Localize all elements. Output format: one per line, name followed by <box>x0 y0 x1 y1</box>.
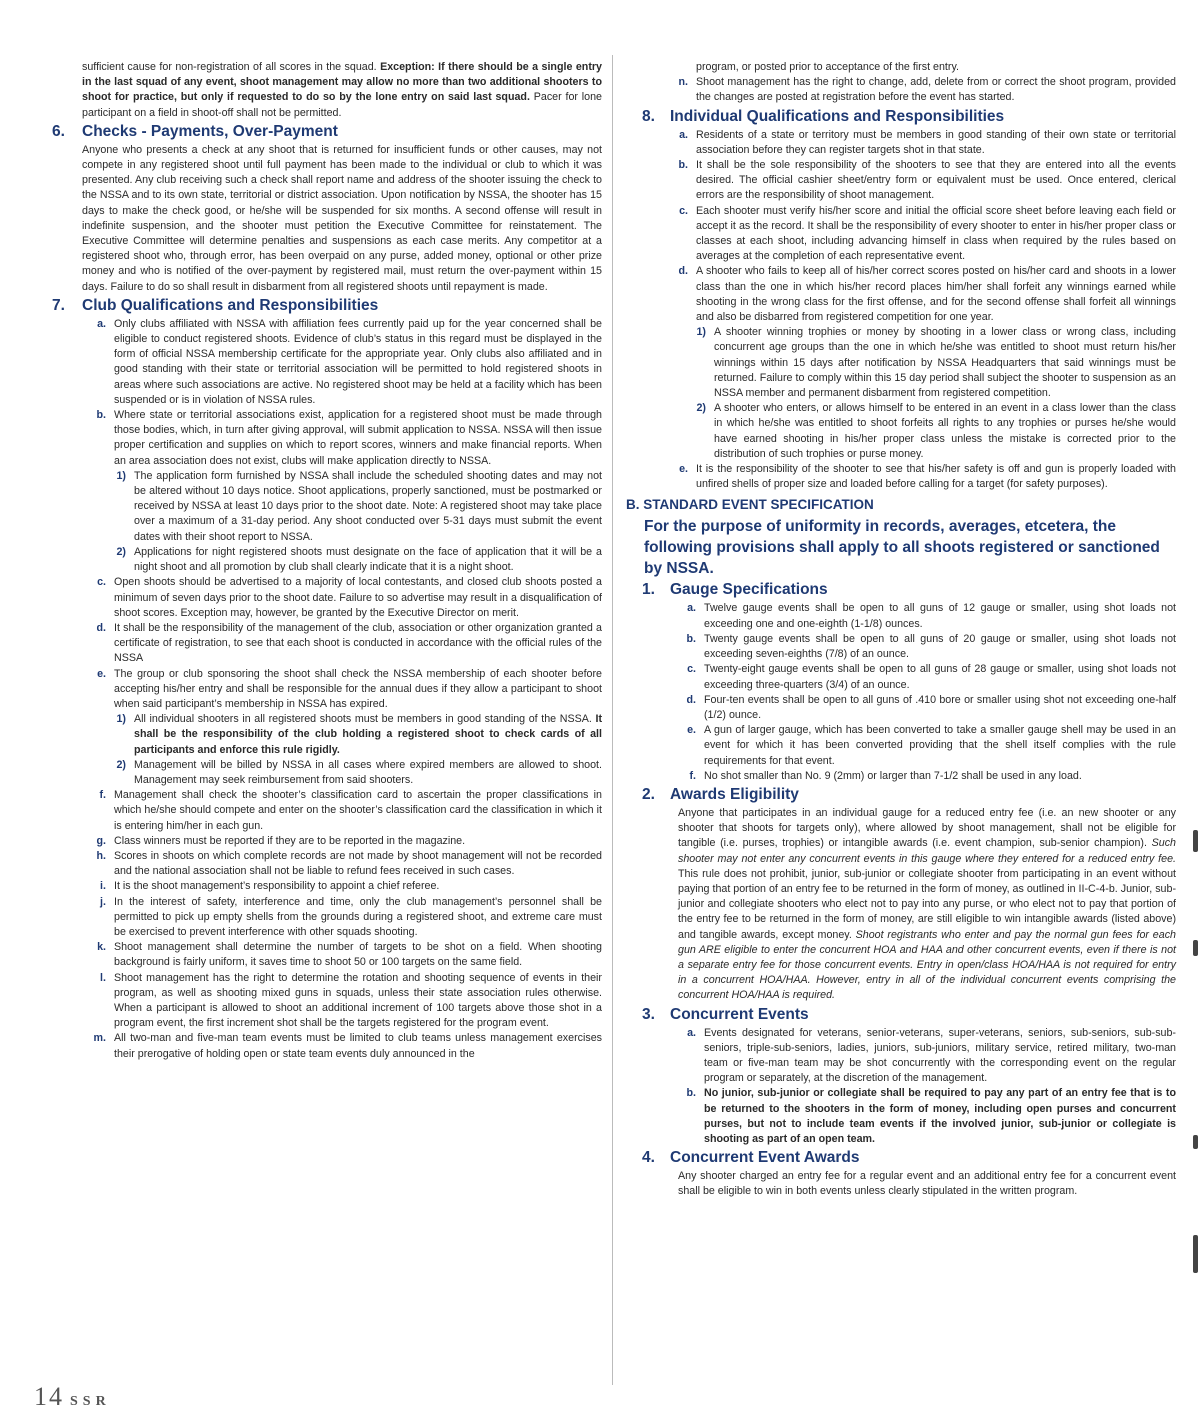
rule-7l <box>40 971 602 1032</box>
section-6-heading <box>40 122 602 141</box>
rule-8d <box>626 264 1176 325</box>
rule-b1f <box>626 769 1176 784</box>
item-text-plain: All individual shooters in all registered shoots must be members in good standing of the NSSA. <box>134 713 592 726</box>
item-text: Class winners must be reported if they are to be reported in the magazine. <box>114 834 466 847</box>
item-text: A shooter winning trophies or money by shooting in a lower class or wrong class, including concurrent age groups than the one in which he/she was entitled to shoot must return his/her winnings within 15 days after notification by NSSA Headquarters that said winnings must be returned. Failure to comply within this 15 day period shall subject the shooter to suspension as an NSSA member and permanent disbarment from registered competition. <box>714 326 1176 400</box>
item-text: Events designated for veterans, senior-veterans, super-veterans, seniors, sub-seniors, sub-sub-seniors, triple-sub-seniors, ladies, juniors, sub-juniors, military service, retired military, two-man team or five-man team may be shot concurrently with the corresponding event on the regular program or separately, at the discretion of the management. <box>704 1026 1176 1085</box>
section-number: 7. <box>52 296 65 314</box>
item-text: Management will be billed by NSSA in all cases where expired members are allowed to shoot. Management may seek reimbursement from said shooters. <box>134 758 602 786</box>
item-text: Open shoots should be advertised to a majority of local contestants, and closed club shoots posted a minimum of seven days prior to the shoot date. Failure to so advertise may result in a disqualification of shoot scores. Exception may, however, be granted by the Executive Director on merit. <box>114 576 602 619</box>
page-footer <box>34 1382 111 1412</box>
scan-edge-mark <box>1193 940 1198 956</box>
item-label: b. <box>686 632 696 645</box>
item-text: Twelve gauge events shall be open to all guns of 12 gauge or smaller, using shot loads not exceeding one and one-eighth (1-1/8) ounces. <box>704 602 1176 630</box>
scan-edge-mark <box>1193 1235 1198 1273</box>
rule-8d2 <box>626 401 1176 462</box>
item-label: b. <box>686 1087 696 1100</box>
rule-b1d <box>626 693 1176 723</box>
item-text: The application form furnished by NSSA shall include the scheduled shooting dates and may not be altered without 10 days notice. Shoot applications, properly sanctioned, must be postmarked or received by NSSA at least 10 days prior to the shoot date. Note: A registered shoot may take place over a maximum of a 31-day period. Any shoot conducted over 5-31 days must submit the event dates with their shoot report to NSSA. <box>134 469 602 543</box>
intro-paragraph <box>40 60 602 121</box>
rule-8a <box>626 128 1176 158</box>
rule-8b <box>626 158 1176 204</box>
section-7-heading <box>40 296 602 315</box>
item-label: c. <box>679 204 688 217</box>
item-text: Twenty gauge events shall be open to all guns of 20 gauge or smaller, using shot loads not exceeding seven-eighths (7/8) of an ounce. <box>704 632 1176 661</box>
rule-7a <box>40 317 602 408</box>
item-label: a. <box>687 602 696 615</box>
item-text: All two-man and five-man team events must be limited to club teams unless management exercises their prerogative of holding open or state team events duly announced in the <box>114 1032 602 1060</box>
awards-eligibility-body <box>626 806 1176 1004</box>
item-label: b. <box>678 159 688 172</box>
rule-7e <box>40 667 602 713</box>
right-column <box>626 60 1176 1200</box>
item-label: j. <box>100 895 106 908</box>
section-title: Club Qualifications and Responsibilities <box>82 296 379 314</box>
rule-7b <box>40 408 602 469</box>
item-label: d. <box>96 621 106 634</box>
item-text: The group or club sponsoring the shoot shall check the NSSA membership of each shooter before accepting his/her entry and shall be responsible for the annual dues if they allow a participant to shoot when said participant’s membership in NSSA has expired. <box>114 667 602 710</box>
section-title: Awards Eligibility <box>670 785 799 803</box>
item-label: 1) <box>116 713 126 726</box>
item-label: b. <box>96 409 106 422</box>
item-text-bold: It shall be the responsibility of the club holding a registered shoot to check cards of all participants and enforce this rule rigidly. <box>134 713 602 756</box>
item-label: m. <box>93 1032 106 1045</box>
scan-edge-mark <box>1193 830 1198 852</box>
item-text: Residents of a state or territory must be members in good standing of their own state or territorial association before they can register targets shot in that state. <box>696 128 1176 156</box>
rule-7d <box>40 621 602 667</box>
item-label: 1) <box>696 326 706 339</box>
item-text: Scores in shoots on which complete records are not made by shoot management will not be recorded and the national association shall not be liable to refund fees received in such cases. <box>114 849 602 878</box>
item-text: A shooter who fails to keep all of his/her correct scores posted on his/her card and shoots in a lower class than the one in which his/her record places him/her shall forfeit any winnings earned while shooting in the wrong class for the first offense, and for the second offense shall forfeit all winnings and also be disbarred from registered competition for one year. <box>696 265 1176 324</box>
item-label: n. <box>678 76 688 89</box>
item-text: Shoot management shall determine the number of targets to be shot on a field. When shooting background is fairly uniform, it saves time to shoot 50 or 100 targets on the same field. <box>114 941 602 969</box>
section-number: 1. <box>642 581 655 599</box>
body-text-italic: Shoot registrants who enter and pay the normal gun fees for each gun ARE eligible to enter the concurrent HOA and HAA and other concurrent events, even if there is not a separate entry fee for those concurrent events. Entry in open/class HOA/HAA is not required for entry in a concurrent HOA/HAA. However, entry in all of the individual concurrent events comprising the concurrent HOA/HAA is required. <box>678 928 1176 1002</box>
section-number: 6. <box>52 122 65 140</box>
concurrent-event-awards-heading <box>626 1148 1176 1167</box>
rule-b1b <box>626 632 1176 662</box>
rule-7i <box>40 879 602 894</box>
item-text: A gun of larger gauge, which has been converted to take a smaller gauge shell may be used in an event for which it has been converted providing that the shell itself complies with the rule requirements for that event. <box>704 724 1176 767</box>
section-6-body: Anyone who presents a check at any shoot that is returned for insufficient funds or other causes, may not compete in any registered shoot until full payment has been made to the individual or club to which it was presented. Any club receiving such a check shall report name and address of the shooter issuing the check to the NSSA and to its own state, territorial or district association. Upon notification by NSSA, the shooter has 15 days to make the check good, or he/she will be suspended for six months. A second offense will result in indefinite suspension, and the shooter must petition the Executive Committee for reinstatement. The Executive Committee will determine penalties and suspensions as each case merits. Any competitor at a registered shoot who, through error, has been overpaid on any purse, added money, optional or other prize money and who is notified of the over-payment by registered mail, must return the over-payment within 15 days. Failure to do so shall result in disbarment from all registered shoots until repayment is made. <box>82 143 602 293</box>
item-label: 2) <box>116 758 126 771</box>
item-label: e. <box>97 667 106 680</box>
item-label: l. <box>100 971 106 984</box>
rule-b1c <box>626 662 1176 692</box>
rule-8d1 <box>626 325 1176 401</box>
rule-b3b <box>626 1086 1176 1147</box>
left-column <box>40 60 602 1062</box>
item-label: 2) <box>116 545 126 558</box>
item-text: No shot smaller than No. 9 (2mm) or larger than 7-1/2 shall be used in any load. <box>704 769 1082 782</box>
section-8-heading <box>626 107 1176 126</box>
section-b-lead: For the purpose of uniformity in records, averages, etcetera, the following provisions shall apply to all shoots registered or sanctioned by NSSA. <box>644 518 1160 578</box>
item-text: Twenty-eight gauge events shall be open to all guns of 28 gauge or smaller, using shot loads not exceeding three-quarters (3/4) of an ounce. <box>704 663 1176 691</box>
item-text: Four-ten events shall be open to all guns of .410 bore or smaller using shot not exceeding one-half (1/2) ounce. <box>704 693 1176 721</box>
page-number: 14 <box>34 1382 64 1411</box>
rule-7e2 <box>40 758 602 788</box>
item-label: e. <box>687 724 696 737</box>
rule-b1a <box>626 601 1176 631</box>
rule-b3a <box>626 1026 1176 1087</box>
item-label: d. <box>678 265 688 278</box>
item-text: It is the shoot management’s responsibility to appoint a chief referee. <box>114 880 440 893</box>
rule-7j <box>40 895 602 941</box>
concurrent-events-heading <box>626 1005 1176 1024</box>
rule-7b2 <box>40 545 602 575</box>
item-label: i. <box>100 880 106 893</box>
rule-7h <box>40 849 602 879</box>
item-text: Applications for night registered shoots must designate on the face of application that it will be a night shoot and all promotion by club shall clearly indicate that it is a night shoot. <box>134 545 602 574</box>
item-text: Only clubs affiliated with NSSA with affiliation fees currently paid up for the year concerned shall be eligible to conduct registered shoots. Evidence of club’s status in this regard must be displayed in the form of official NSSA membership certificate for the appropriate year. Only clubs also affiliated and in good standing with their state or territorial association will be permitted to hold registered shoots in areas where such associations are active. No registered shoot may be held at a facility which has been suspended or is in violation of NSSA rules. <box>114 317 602 406</box>
intro-tail: Pacer for lone participant on a field in shoot-off shall not be permitted. <box>82 91 602 119</box>
section-title: Concurrent Events <box>670 1005 809 1023</box>
rule-7n <box>626 75 1176 105</box>
section-title: Gauge Specifications <box>670 581 828 599</box>
item-text <box>134 712 602 758</box>
section-number: 3. <box>642 1005 655 1023</box>
section-title: Individual Qualifications and Responsibilities <box>670 107 1005 125</box>
rule-7b1 <box>40 469 602 545</box>
item-text: Management shall check the shooter’s classification card to ascertain the proper classifications in which he/she should compete and enter on the shooter’s classification card the classification in which it is entering him/her in each gun. <box>114 789 602 832</box>
intro-exception: Exception: If there should be a single entry in the last squad of any event, shoot management may allow no more than two additional shooters to shoot for practice, but only if requested to do so by the lone entry on said last squad. <box>82 61 602 104</box>
rule-7m-continued: program, or posted prior to acceptance of the first entry. <box>696 61 959 73</box>
item-text: It shall be the responsibility of the management of the club, association or other organization granted a certificate of registration, to see that each shoot is conducted in accordance with the official rules of the NSSA <box>114 621 602 665</box>
item-text: Where state or territorial associations exist, application for a registered shoot must be made through those bodies, which, in turn after giving approval, will submit application to NSSA. NSSA will then issue proper certification and supplies on which to report scores, winners and make financial reports. When an area association does not exist, clubs will make application directly to NSSA. <box>114 409 602 467</box>
item-text: It is the responsibility of the shooter to see that his/her safety is off and gun is properly loaded with unfired shells of proper size and loaded before calling for a target (for safety purposes). <box>696 463 1176 491</box>
item-text: Each shooter must verify his/her score and initial the official score sheet before leaving each field or accept it as the record. It shall be the responsibility of every shooter to enter in his/her proper class or classes at each shoot, including advancing himself in class when required by the rules based on averages at the completion of each representative event. <box>696 204 1176 263</box>
section-b-heading: B. STANDARD EVENT SPECIFICATION <box>626 497 874 513</box>
rule-7m <box>40 1031 602 1061</box>
item-text: No junior, sub-junior or collegiate shall be required to pay any part of an entry fee that is to be returned to the shooters in the form of money, including open purses and concurrent purses, but not to include team events if the involved junior, sub-junior or collegiate is shooting as part of an open team. <box>704 1087 1176 1145</box>
section-number: 8. <box>642 107 655 125</box>
awards-eligibility-heading <box>626 785 1176 804</box>
section-title: Concurrent Event Awards <box>670 1149 860 1167</box>
item-label: k. <box>97 941 106 954</box>
item-label: c. <box>687 663 696 676</box>
column-divider <box>612 55 613 1385</box>
rule-7e1 <box>40 712 602 758</box>
body-text-italic: Such shooter may not enter any concurrent events in this gauge where they entered for a reduced entry fee. <box>678 837 1176 865</box>
item-label: 1) <box>116 469 126 482</box>
body-text: This rule does not prohibit, junior, sub-junior or collegiate shooter from participating in an event without paying that portion of an entry fee to be returned in the form of money, as outlined in II-C-4-b. Junior, sub-junior and collegiate shooters who elect not to pay into any purse, or who elect not to pay that portion of the entry fee to be returned in the form of money, are still eligible to win intangible awards (listed above) and tangible awards, except money. <box>678 867 1176 941</box>
item-label: a. <box>687 1026 696 1039</box>
item-label: a. <box>679 128 688 141</box>
item-label: c. <box>97 576 106 589</box>
rule-8c <box>626 204 1176 265</box>
item-label: f. <box>689 769 696 782</box>
rule-7k <box>40 940 602 970</box>
item-label: a. <box>97 317 106 330</box>
rule-7f <box>40 788 602 834</box>
item-text: Shoot management has the right to change, add, delete from or correct the shoot program, provided the changes are posted at registration before the event has started. <box>696 76 1176 104</box>
item-text: In the interest of safety, interference and time, only the club management’s personnel shall be permitted to pick up empty shells from the grounds during a registered shoot, and extreme care must be exercised to prevent interference with other squads shooting. <box>114 895 602 938</box>
body-text: Anyone that participates in an individual gauge for a reduced entry fee (i.e. an new shooter or any shooter that shoots for targets only), where allowed by shoot management, shall not be eligible for tangible (i.e. purses, trophies) or intangible awards (i.e. event champion, sub-senior champion). <box>678 806 1176 850</box>
rule-7g <box>40 834 602 849</box>
publication-name: SSR <box>70 1394 111 1409</box>
rule-b1e <box>626 723 1176 769</box>
item-text: A shooter who enters, or allows himself to be entered in an event in a class lower than the class in which he/she was entitled to shoot forfeits all rights to any trophies or purses he/she would have earned shooting in his/her proper class unless the mistake is corrected prior to the distribution of such trophies or purse money. <box>714 402 1176 460</box>
section-number: 2. <box>642 785 655 803</box>
section-title: Checks - Payments, Over-Payment <box>82 122 338 140</box>
item-label: f. <box>99 789 106 802</box>
concurrent-event-awards-body: Any shooter charged an entry fee for a regular event and an additional entry fee for a concurrent event shall be eligible to win in both events unless clearly stipulated in the written program. <box>678 1170 1176 1198</box>
item-text: It shall be the sole responsibility of the shooters to see that they are entered into all the events desired. The official cashier sheet/entry form or equivalent must be used. Once entered, clerical errors are the responsibility of shoot management. <box>696 159 1176 202</box>
rule-8e <box>626 462 1176 492</box>
item-label: g. <box>96 834 106 847</box>
item-text: Shoot management has the right to determine the rotation and shooting sequence of events in their program, as well as shooting mixed guns in squads, unless their state association rules otherwise. When a participant is allowed to shoot an additional increment of 100 targets above those shot in a program event, the first increment shot shall be the targets registered for the program event. <box>114 971 602 1030</box>
rule-7c <box>40 575 602 621</box>
intro-text: sufficient cause for non-registration of all scores in the squad. <box>82 61 377 73</box>
scan-edge-mark <box>1193 1135 1198 1149</box>
item-label: e. <box>679 463 688 476</box>
item-label: 2) <box>696 402 706 415</box>
section-number: 4. <box>642 1149 655 1167</box>
item-label: d. <box>686 693 696 706</box>
item-label: h. <box>96 849 106 862</box>
gauge-specifications-heading <box>626 580 1176 599</box>
